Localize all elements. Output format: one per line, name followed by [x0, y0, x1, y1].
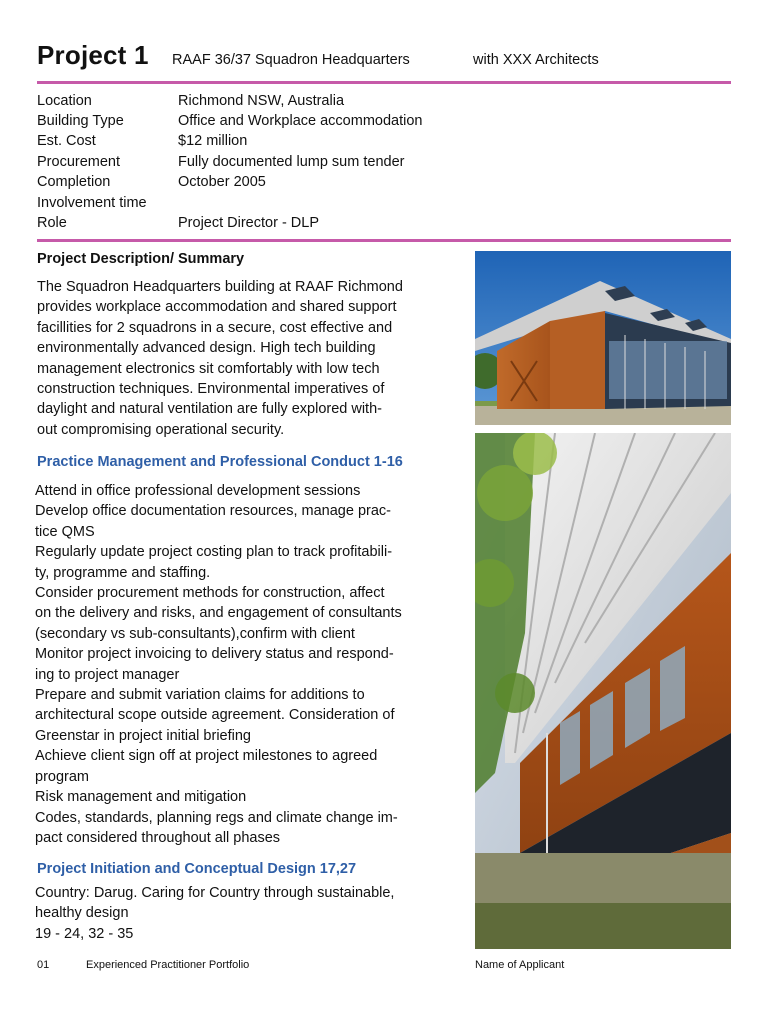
practice-line: Regularly update project costing plan to track profitabili-	[35, 544, 393, 561]
info-value-cost: $12 million	[178, 133, 248, 149]
portfolio-label: Experienced Practitioner Portfolio	[86, 959, 250, 971]
building-exterior-photo	[475, 251, 731, 425]
practice-line: Achieve client sign off at project milestones to agreed	[35, 748, 378, 765]
info-label-involvement: Involvement time	[37, 195, 147, 211]
practice-line: on the delivery and risks, and engagement of consultants	[35, 605, 402, 622]
practice-line: ing to project manager	[35, 666, 180, 683]
header-divider	[37, 81, 731, 84]
practice-line: (secondary vs sub-consultants),confirm with client	[35, 625, 355, 642]
architect-credit: with XXX Architects	[473, 52, 599, 68]
practice-line: architectural scope outside agreement. Consideration of	[35, 707, 395, 724]
initiation-body	[35, 883, 460, 944]
description-line: The Squadron Headquarters building at RAAF Richmond	[37, 279, 403, 295]
initiation-line: healthy design	[35, 905, 129, 922]
description-line: daylight and natural ventilation are fully explored with-	[37, 401, 382, 418]
description-line: provides workplace accommodation and shared support	[37, 299, 397, 316]
page-number: 01	[37, 959, 50, 971]
practice-list	[35, 481, 460, 848]
practice-line: Codes, standards, planning regs and climate change im-	[35, 809, 398, 826]
practice-heading: Practice Management and Professional Conduct 1-16	[37, 454, 403, 470]
initiation-line: 19 - 24, 32 - 35	[35, 925, 134, 942]
practice-line: program	[35, 768, 89, 785]
applicant-label: Name of Applicant	[475, 959, 565, 971]
description-line: out compromising operational security.	[37, 421, 285, 438]
info-label-location: Location	[37, 93, 92, 109]
info-value-location: Richmond NSW, Australia	[178, 93, 345, 109]
info-value-procurement: Fully documented lump sum tender	[178, 154, 405, 170]
practice-line: Monitor project invoicing to delivery status and respond-	[35, 646, 394, 663]
practice-line: pact considered throughout all phases	[35, 829, 281, 846]
info-label-procurement: Procurement	[37, 154, 121, 170]
practice-line: tice QMS	[35, 523, 95, 540]
description-line: facillities for 2 squadrons in a secure, cost effective and	[37, 319, 393, 336]
info-label-completion: Completion	[37, 174, 111, 190]
initiation-line: Country: Darug. Caring for Country through sustainable,	[35, 885, 395, 901]
practice-line: Consider procurement methods for construction, affect	[35, 585, 385, 602]
info-label-role: Role	[37, 215, 67, 231]
info-value-building-type: Office and Workplace accommodation	[178, 113, 423, 129]
description-heading: Project Description/ Summary	[37, 251, 245, 267]
description-line: environmentally advanced design. High tech building	[37, 340, 376, 357]
info-value-role: Project Director - DLP	[178, 215, 320, 231]
practice-line: Develop office documentation resources, manage prac-	[35, 503, 391, 520]
practice-line: Greenstar in project initial briefing	[35, 727, 251, 744]
info-divider	[37, 239, 731, 242]
practice-line: Risk management and mitigation	[35, 789, 247, 806]
info-label-cost: Est. Cost	[37, 133, 96, 149]
initiation-heading: Project Initiation and Conceptual Design 17,27	[37, 861, 357, 877]
facade-detail-photo	[475, 433, 731, 949]
project-name: RAAF 36/37 Squadron Headquarters	[172, 52, 410, 68]
practice-line: ty, programme and staffing.	[35, 564, 211, 581]
description-line: management electronics sit comfortably with low tech	[37, 360, 380, 377]
info-label-building-type: Building Type	[37, 113, 124, 129]
practice-line: Prepare and submit variation claims for additions to	[35, 687, 365, 704]
practice-line: Attend in office professional development sessions	[35, 483, 361, 499]
description-line: construction techniques. Environmental imperatives of	[37, 381, 385, 398]
description-body	[37, 277, 457, 440]
info-value-completion: October 2005	[178, 174, 266, 190]
page-title: Project 1	[37, 40, 149, 70]
